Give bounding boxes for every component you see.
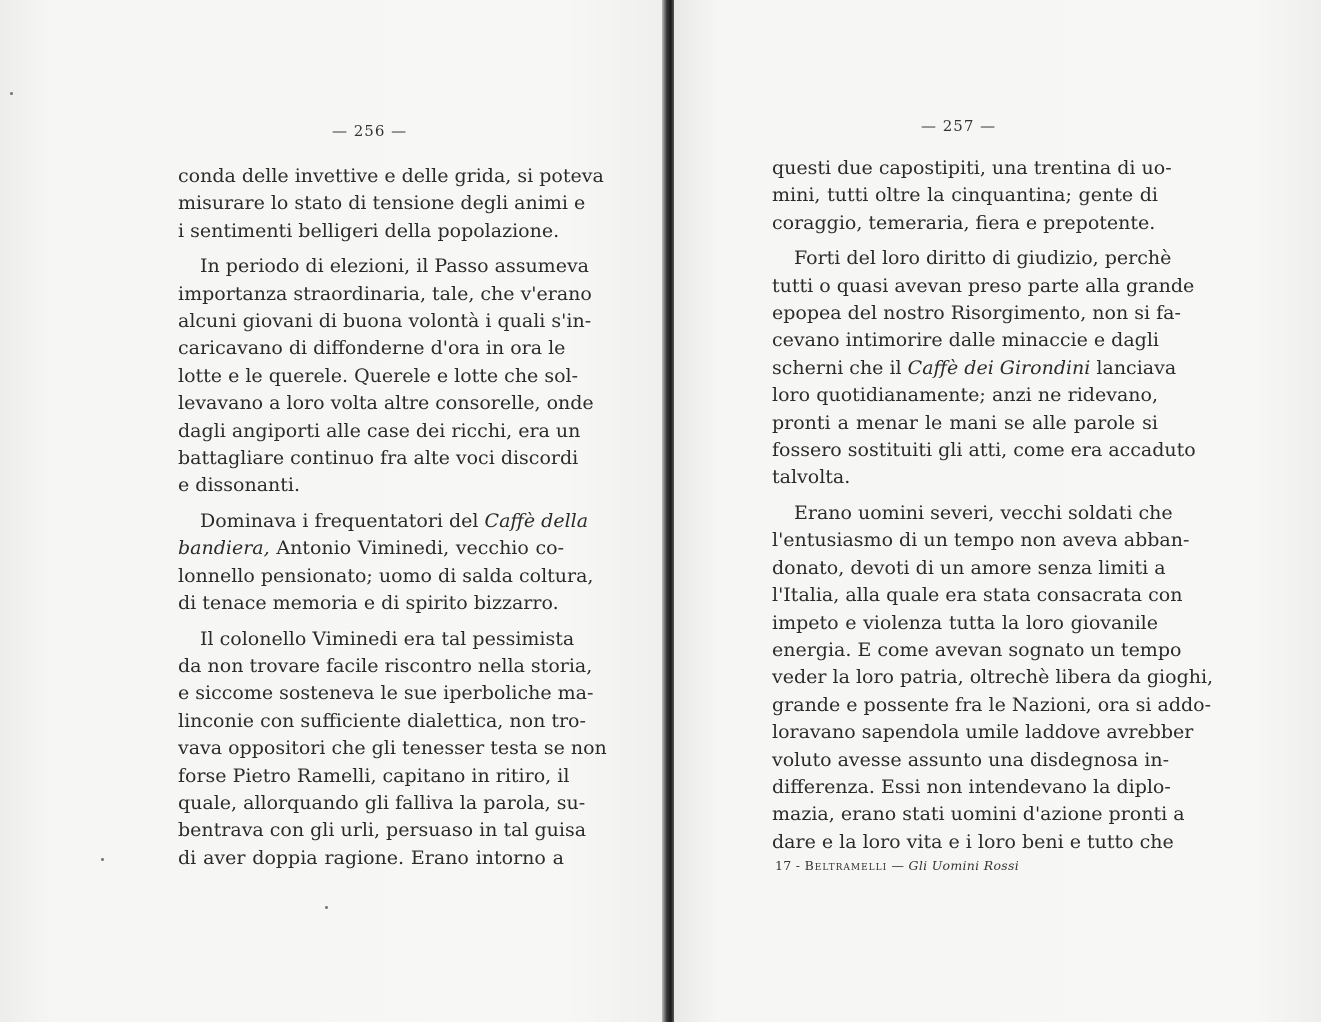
italic-title: Caffè dei Girondini bbox=[907, 356, 1091, 379]
text-line: lonnello pensionato; uomo di salda coltura, bbox=[178, 564, 594, 587]
text-segment: scherni che il bbox=[772, 356, 908, 379]
text-line: talvolta. bbox=[772, 466, 851, 489]
signature-footer bbox=[775, 858, 1019, 873]
text-line: veder la loro patria, oltrechè libera da gioghi, bbox=[772, 666, 1214, 689]
text-line bbox=[178, 508, 589, 535]
text-line: coraggio, temeraria, fiera e prepotente. bbox=[772, 211, 1156, 234]
text-line: grande e possente fra le Nazioni, ora si addo- bbox=[772, 693, 1212, 716]
text-line: bentrava con gli urli, persuaso in tal guisa bbox=[178, 819, 587, 842]
text-line: importanza straordinaria, tale, che v'erano bbox=[178, 282, 592, 305]
text-line: alcuni giovani di buona volontà i quali s'in- bbox=[178, 310, 592, 333]
text-line: mini, tutti oltre la cinquantina; gente di bbox=[772, 184, 1158, 207]
text-line: Il colonello Viminedi era tal pessimista bbox=[200, 627, 575, 650]
footer-author: Beltramelli bbox=[804, 858, 888, 873]
text-line: caricavano di diffonderne d'ora in ora le bbox=[178, 337, 566, 360]
paper-speck bbox=[10, 92, 13, 95]
paper-speck bbox=[101, 858, 104, 861]
text-line: differenza. Essi non intendevano la diplo- bbox=[772, 775, 1171, 798]
text-line: mazia, erano stati uomini d'azione pronti a bbox=[772, 803, 1185, 826]
text-line: di aver doppia ragione. Erano intorno a bbox=[178, 846, 564, 869]
text-segment: Dominava i frequentatori del bbox=[200, 509, 485, 532]
text-line: In periodo di elezioni, il Passo assumeva bbox=[200, 255, 590, 278]
text-line: fossero sostituiti gli atti, come era accaduto bbox=[772, 439, 1196, 462]
italic-title: Caffè della bbox=[484, 509, 589, 532]
text-line: battagliare continuo fra alte voci discordi bbox=[178, 447, 579, 470]
text-line: misurare lo stato di tensione degli animi e bbox=[178, 192, 586, 215]
right-page-text bbox=[772, 155, 1214, 856]
text-line: conda delle invettive e delle grida, si poteva bbox=[178, 165, 604, 187]
page-number-right: — 257 — bbox=[921, 117, 997, 135]
text-line: dare e la loro vita e i loro beni e tutto che bbox=[772, 830, 1174, 853]
text-line: cevano intimorire dalle minaccie e dagli bbox=[772, 329, 1159, 352]
text-line bbox=[178, 535, 564, 562]
text-line: e dissonanti. bbox=[178, 474, 301, 497]
text-line: l'entusiasmo di un tempo non aveva abban- bbox=[772, 529, 1190, 552]
footer-title: Gli Uomini Rossi bbox=[908, 858, 1019, 873]
text-line: loro quotidianamente; anzi ne ridevano, bbox=[772, 384, 1158, 407]
signature-number: 17 - bbox=[775, 858, 801, 873]
text-line: epopea del nostro Risorgimento, non si fa- bbox=[772, 302, 1181, 325]
text-line: di tenace memoria e di spirito bizzarro. bbox=[178, 592, 559, 615]
text-line: l'Italia, alla quale era stata consacrata con bbox=[772, 584, 1183, 607]
text-line: i sentimenti belligeri della popolazione. bbox=[178, 219, 560, 242]
text-line: Erano uomini severi, vecchi soldati che bbox=[794, 501, 1173, 524]
text-line: quale, allorquando gli falliva la parola, su- bbox=[178, 791, 586, 814]
text-line: questi due capostipiti, una trentina di uo- bbox=[772, 157, 1172, 179]
text-line: Forti del loro diritto di giudizio, perchè bbox=[794, 247, 1172, 270]
text-line: levavano a loro volta altre consorelle, onde bbox=[178, 392, 594, 415]
text-line: voluto avesse assunto una disdegnosa in- bbox=[772, 748, 1170, 771]
footer-dash: — bbox=[891, 858, 905, 873]
text-line: energia. E come avevan sognato un tempo bbox=[772, 638, 1182, 661]
text-line: lotte e le querele. Querele e lotte che sol- bbox=[178, 364, 579, 387]
italic-title: bandiera, bbox=[178, 537, 270, 560]
text-line bbox=[772, 355, 1177, 382]
text-line: linconie con sufficiente dialettica, non tro- bbox=[178, 709, 586, 732]
text-line: loravano sapendola umile laddove avrebber bbox=[772, 721, 1194, 744]
left-page-text bbox=[178, 163, 607, 872]
text-line: da non trovare facile riscontro nella storia, bbox=[178, 654, 593, 677]
text-line: e siccome sosteneva le sue iperboliche ma- bbox=[178, 682, 594, 705]
right-page bbox=[674, 0, 1321, 1022]
text-line: impeto e violenza tutta la loro giovanile bbox=[772, 611, 1158, 634]
text-segment: Antonio Viminedi, vecchio co- bbox=[269, 537, 564, 560]
text-line: forse Pietro Ramelli, capitano in ritiro, il bbox=[178, 764, 570, 787]
text-line: dagli angiporti alle case dei ricchi, era un bbox=[178, 419, 581, 442]
paper-speck bbox=[325, 906, 328, 909]
text-line: vava oppositori che gli tenesser testa se non bbox=[178, 737, 607, 760]
text-line: pronti a menar le mani se alle parole si bbox=[772, 411, 1158, 434]
page-number-left: — 256 — bbox=[332, 122, 408, 140]
text-line: tutti o quasi avevan preso parte alla grande bbox=[772, 274, 1195, 297]
text-segment: lanciava bbox=[1090, 356, 1177, 379]
text-line: donato, devoti di un amore senza limiti a bbox=[772, 556, 1166, 579]
